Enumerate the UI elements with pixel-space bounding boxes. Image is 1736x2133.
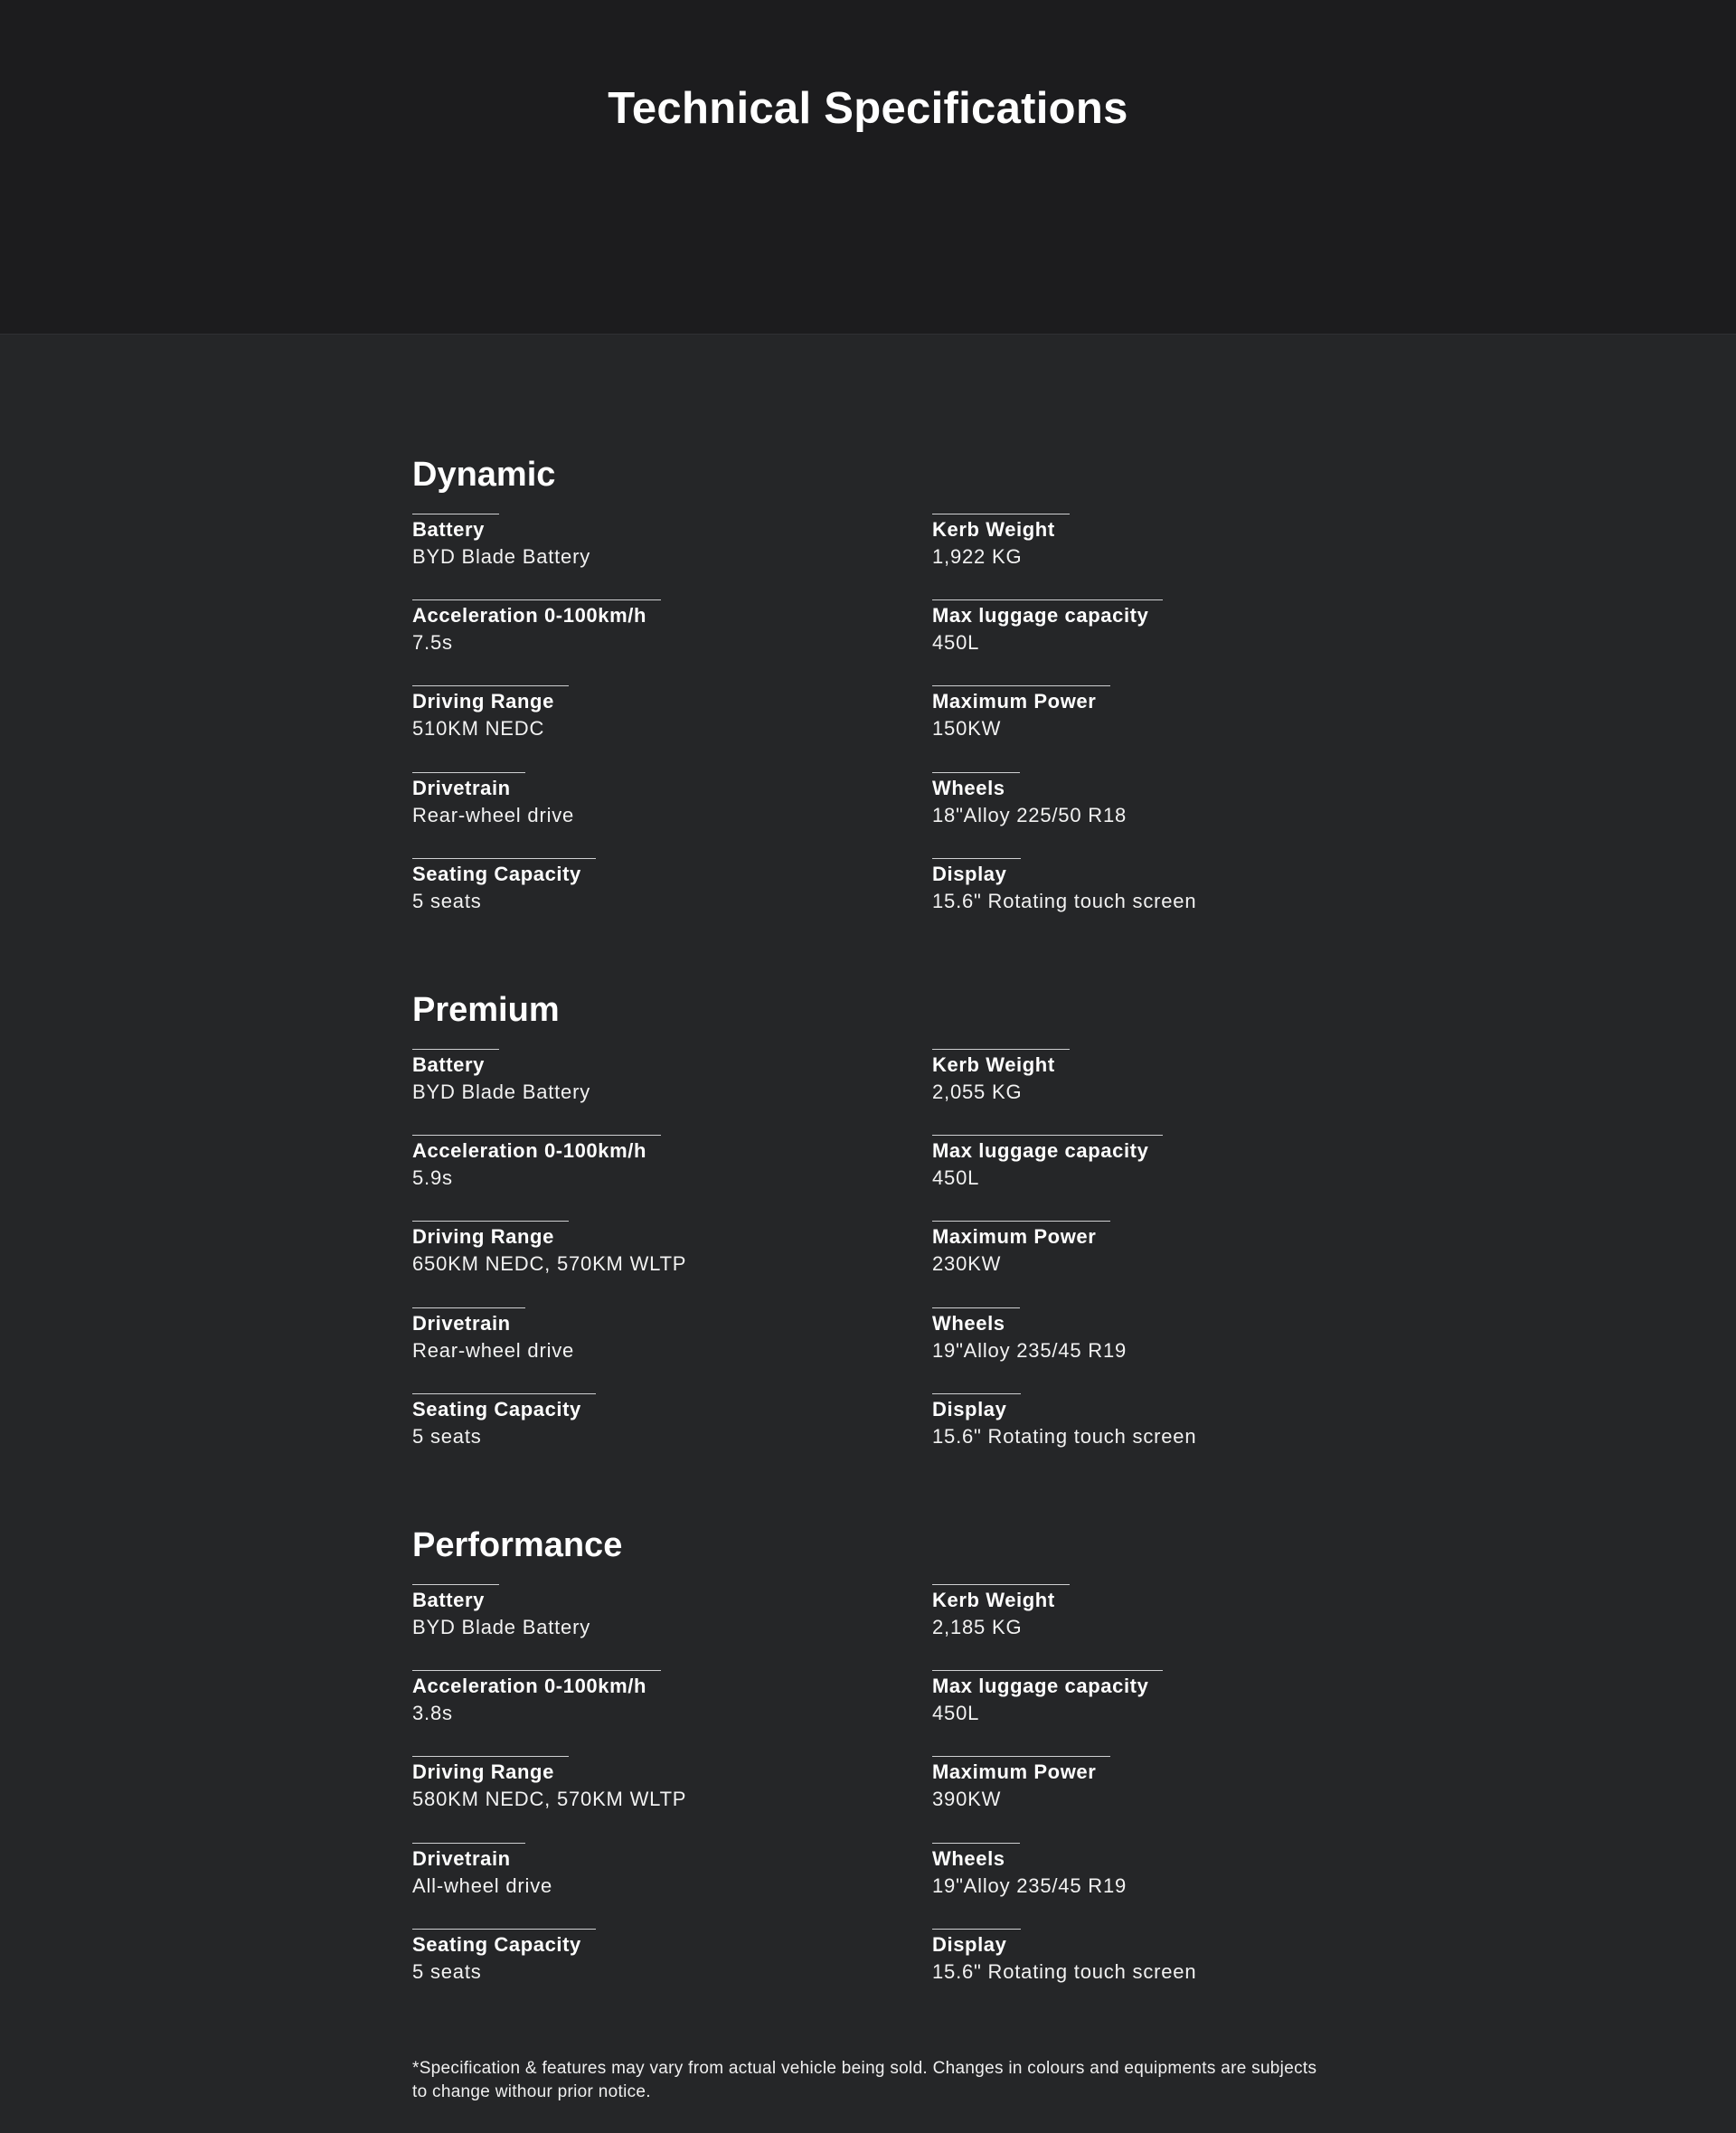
spec-label: Battery: [412, 1049, 499, 1077]
spec-label: Acceleration 0-100km/h: [412, 599, 661, 628]
spec-label: Seating Capacity: [412, 858, 596, 886]
spec-kerb-weight: [932, 1584, 1070, 1640]
spec-label: Max luggage capacity: [932, 1670, 1163, 1698]
spec-label: Battery: [412, 514, 499, 542]
spec-label: Display: [932, 1929, 1021, 1957]
spec-value: BYD Blade Battery: [412, 545, 591, 568]
spec-luggage-capacity: [932, 1135, 1163, 1191]
spec-value: Rear-wheel drive: [412, 804, 575, 826]
spec-value: Rear-wheel drive: [412, 1339, 575, 1362]
spec-maximum-power: [932, 1221, 1110, 1277]
spec-luggage-capacity: [932, 1670, 1163, 1726]
spec-label: Maximum Power: [932, 1221, 1110, 1249]
spec-label: Kerb Weight: [932, 514, 1070, 542]
spec-value: 2,055 KG: [932, 1081, 1023, 1103]
spec-value: 230KW: [932, 1252, 1002, 1275]
spec-value: All-wheel drive: [412, 1874, 553, 1897]
spec-label: Seating Capacity: [412, 1929, 596, 1957]
spec-driving-range: [412, 1221, 686, 1277]
spec-drivetrain: [412, 1843, 552, 1899]
spec-value: 450L: [932, 1702, 980, 1724]
spec-acceleration: [412, 1135, 661, 1191]
spec-value: 2,185 KG: [932, 1616, 1023, 1638]
spec-label: Driving Range: [412, 1221, 569, 1249]
spec-value: 5 seats: [412, 890, 482, 912]
spec-value: 15.6" Rotating touch screen: [932, 1960, 1197, 1983]
spec-value: 450L: [932, 631, 980, 654]
section-title: Performance: [412, 1526, 623, 1564]
spec-value: 1,922 KG: [932, 545, 1023, 568]
spec-label: Drivetrain: [412, 1843, 525, 1871]
spec-battery: [412, 1584, 590, 1640]
spec-label: Wheels: [932, 772, 1020, 800]
spec-label: Driving Range: [412, 685, 569, 713]
disclaimer-text: *Specification & features may vary from actual vehicle being sold. Changes in colours and equipments are subjects to change withour prior notice.: [412, 2059, 1317, 2101]
spec-value: 390KW: [932, 1788, 1002, 1810]
spec-wheels: [932, 1307, 1127, 1364]
spec-seating-capacity: [412, 1393, 596, 1449]
spec-battery: [412, 514, 590, 570]
hero-banner: [0, 0, 1736, 335]
spec-value: 650KM NEDC, 570KM WLTP: [412, 1252, 687, 1275]
spec-driving-range: [412, 1756, 686, 1812]
spec-value: 5 seats: [412, 1425, 482, 1448]
spec-label: Max luggage capacity: [932, 1135, 1163, 1163]
spec-label: Max luggage capacity: [932, 599, 1163, 628]
spec-drivetrain: [412, 1307, 574, 1364]
spec-label: Wheels: [932, 1307, 1020, 1335]
spec-label: Drivetrain: [412, 772, 525, 800]
spec-value: 510KM NEDC: [412, 717, 545, 740]
spec-value: 5.9s: [412, 1166, 453, 1189]
spec-display: [932, 858, 1196, 914]
spec-seating-capacity: [412, 858, 596, 914]
spec-label: Maximum Power: [932, 685, 1110, 713]
spec-label: Maximum Power: [932, 1756, 1110, 1784]
spec-value: 150KW: [932, 717, 1002, 740]
spec-battery: [412, 1049, 590, 1105]
spec-value: 19"Alloy 235/45 R19: [932, 1874, 1127, 1897]
spec-luggage-capacity: [932, 599, 1163, 656]
spec-label: Kerb Weight: [932, 1049, 1070, 1077]
spec-wheels: [932, 1843, 1127, 1899]
spec-value: 5 seats: [412, 1960, 482, 1983]
spec-value: 450L: [932, 1166, 980, 1189]
spec-label: Seating Capacity: [412, 1393, 596, 1421]
spec-value: 15.6" Rotating touch screen: [932, 890, 1197, 912]
spec-driving-range: [412, 685, 569, 741]
spec-acceleration: [412, 1670, 661, 1726]
spec-value: 580KM NEDC, 570KM WLTP: [412, 1788, 687, 1810]
spec-wheels: [932, 772, 1127, 828]
spec-value: BYD Blade Battery: [412, 1081, 591, 1103]
spec-label: Battery: [412, 1584, 499, 1612]
spec-kerb-weight: [932, 1049, 1070, 1105]
spec-value: 18"Alloy 225/50 R18: [932, 804, 1127, 826]
spec-drivetrain: [412, 772, 574, 828]
spec-label: Driving Range: [412, 1756, 569, 1784]
spec-kerb-weight: [932, 514, 1070, 570]
spec-label: Acceleration 0-100km/h: [412, 1135, 661, 1163]
spec-seating-capacity: [412, 1929, 596, 1985]
spec-maximum-power: [932, 685, 1110, 741]
page-title: Technical Specifications: [608, 84, 1128, 133]
spec-label: Wheels: [932, 1843, 1020, 1871]
spec-value: 15.6" Rotating touch screen: [932, 1425, 1197, 1448]
spec-value: 7.5s: [412, 631, 453, 654]
section-title: Dynamic: [412, 456, 556, 494]
spec-value: BYD Blade Battery: [412, 1616, 591, 1638]
spec-acceleration: [412, 599, 661, 656]
spec-label: Drivetrain: [412, 1307, 525, 1335]
section-title: Premium: [412, 991, 560, 1029]
spec-label: Kerb Weight: [932, 1584, 1070, 1612]
spec-display: [932, 1393, 1196, 1449]
spec-maximum-power: [932, 1756, 1110, 1812]
spec-value: 19"Alloy 235/45 R19: [932, 1339, 1127, 1362]
spec-display: [932, 1929, 1196, 1985]
spec-label: Display: [932, 858, 1021, 886]
spec-value: 3.8s: [412, 1702, 453, 1724]
spec-label: Display: [932, 1393, 1021, 1421]
spec-label: Acceleration 0-100km/h: [412, 1670, 661, 1698]
